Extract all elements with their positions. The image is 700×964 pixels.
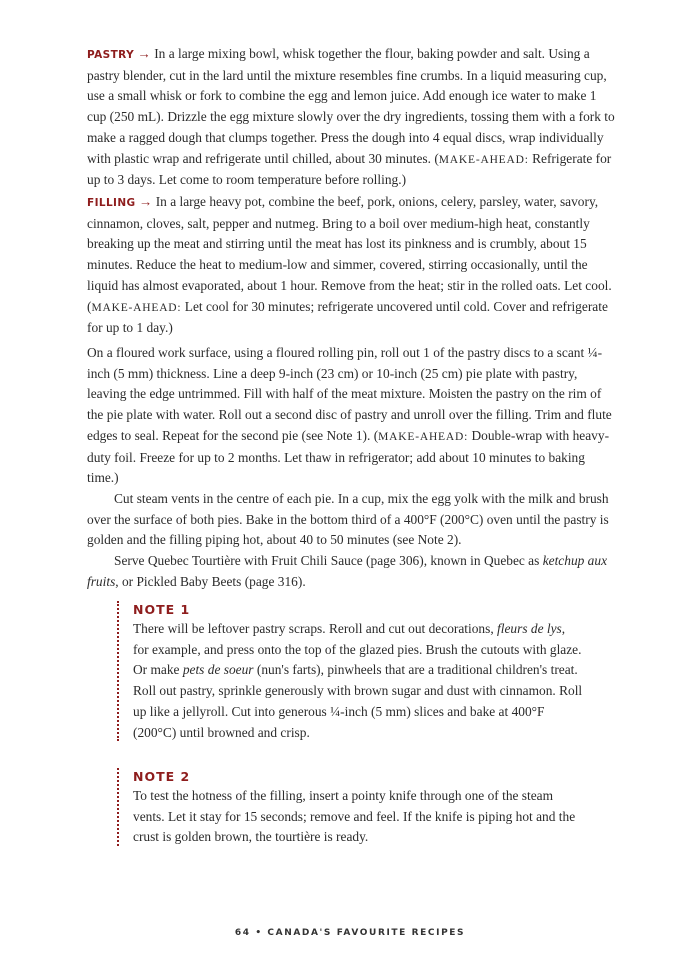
note-2-box — [117, 766, 583, 848]
note-2-title: NOTE 2 — [133, 769, 191, 784]
note-1-text: There will be leftover pastry scraps. Reroll and cut out decorations, fleurs de lys, for example, and press onto the top of the glazed pies. Brush the cutouts with glaze. Or make pets de soeur (nun's farts), pinwheels that are a traditional children's treat. Roll out pastry, sprinkle generously with brown sugar and dust with cinnamon. Roll up like a jellyroll. Cut into generous ¼-inch (5 mm) slices and bake at 400°F (200°C) until browned and crisp. — [133, 621, 583, 740]
make-ahead-label: MAKE-AHEAD: — [378, 430, 469, 443]
dotted-rule — [117, 768, 119, 846]
pastry-paragraph: PASTRY → In a large mixing bowl, whisk together the flour, baking powder and salt. Using a pastry blender, cut in the lard until the mixture resembles fine crumbs. In a liquid measuring cup, use a small whisk or fork to combine the egg and lemon juice. Add enough ice water to make 1 cup (250 mL). Drizzle the egg mixture slowly over the dry ingredients, tossing them with a fork to make a ragged dough that clumps together. Press the dough into 4 equal discs, wrap individually with plastic wrap and refrigerate until chilled, about 30 minutes. (MAKE-AHEAD: Refrigerate for up to 3 days. Let come to room temperature before rolling.) — [87, 46, 615, 188]
filling-label: FILLING — [87, 197, 136, 209]
dotted-rule — [117, 601, 119, 741]
assembly-section — [87, 343, 615, 592]
filling-make-ahead-text: Let cool for 30 minutes; refrigerate uncovered until cold. Cover and refrigerate for up to 1 day. — [87, 298, 608, 336]
make-ahead-label: MAKE-AHEAD: — [438, 153, 529, 166]
assembly-paragraph-3: Serve Quebec Tourtière with Fruit Chili Sauce (page 306), known in Quebec as ketchup aux fruits, or Pickled Baby Beets (page 316). — [87, 553, 608, 589]
assembly-paragraph-2: Cut steam vents in the centre of each pie. In a cup, mix the egg yolk with the milk and brush over the surface of both pies. Bake in the bottom third of a 400°F (200°C) oven until the pastry is golden and the filling piping hot, about 40 to 50 minutes (see Note 2). — [87, 490, 609, 548]
pastry-make-ahead-text: Refrigerate for up to 3 days. Let come to room temperature before rolling. — [87, 150, 612, 188]
arrow-icon: → — [137, 46, 151, 61]
make-ahead-label: MAKE-AHEAD: — [91, 301, 182, 314]
filling-paragraph: FILLING → In a large heavy pot, combine the beef, pork, onions, celery, parsley, water, savory, cinnamon, cloves, salt, pepper and nutmeg. Bring to a boil over medium-high heat, constantly breaking up the meat and stirring until the meat has lost its pinkness and is crumbly, about 15 minutes. Reduce the heat to medium-low and simmer, covered, stirring occasionally, until the liquid has almost evaporated, about 1 hour. Remove from the heat; stir in the rolled oats. Let cool. (MAKE-AHEAD: Let cool for 30 minutes; refrigerate uncovered until cold. Cover and refrigerate for up to 1 day.) — [87, 194, 612, 336]
arrow-icon: → — [138, 194, 153, 209]
note-1-box — [117, 599, 583, 743]
pastry-text: In a large mixing bowl, whisk together the flour, baking powder and salt. Using a pastry blender, cut in the lard until the mixture resembles fine crumbs. In a liquid measuring cup, use a small whisk or fork to combine the egg and lemon juice. Add enough ice water to make 1 cup (250 mL). Drizzle the egg mixture slowly over the dry ingredients, tossing them with a fork to make a ragged dough that clumps together. Press the dough into 4 equal discs, wrap individually with plastic wrap and refrigerate until chilled, about 30 minutes. — [87, 46, 615, 166]
filling-text: In a large heavy pot, combine the beef, pork, onions, celery, parsley, water, savory, cinnamon, cloves, salt, pepper and nutmeg. Bring to a boil over medium-high heat, constantly breaking up the meat and stirring until the meat has lost its pinkness and is crumbly, about 15 minutes. Reduce the heat to medium-low and simmer, covered, stirring occasionally, until the liquid has almost evaporated, about 1 hour. Remove from the heat; stir in the rolled oats. Let cool. — [87, 194, 612, 293]
assembly-paragraph-1: On a floured work surface, using a floured rolling pin, roll out 1 of the pastry discs to a scant ¼-inch (5 mm) thickness. Line a deep 9-inch (23 cm) or 10-inch (25 cm) pie plate with pastry, leaving the edge untrimmed. Fill with half of the meat mixture. Moisten the pastry on the rim of the pie plate with water. Roll out a second disc of pastry and unroll over the filling. Trim and flute edges to seal. Repeat for the second pie (see Note 1). (MAKE-AHEAD: Double-wrap with heavy-duty foil. Freeze for up to 2 months. Let thaw in refrigerator; add about 10 minutes to baking time.) — [87, 345, 612, 486]
note-1-title: NOTE 1 — [133, 602, 191, 617]
pastry-label: PASTRY — [87, 49, 135, 61]
note-2-text: To test the hotness of the filling, insert a pointy knife through one of the steam vents. Let it stay for 15 seconds; remove and feel. If the knife is piping hot and the crust is golden brown, the tourtière is ready. — [133, 788, 576, 845]
page-footer: 64 • CANADA'S FAVOURITE RECIPES — [234, 928, 466, 938]
